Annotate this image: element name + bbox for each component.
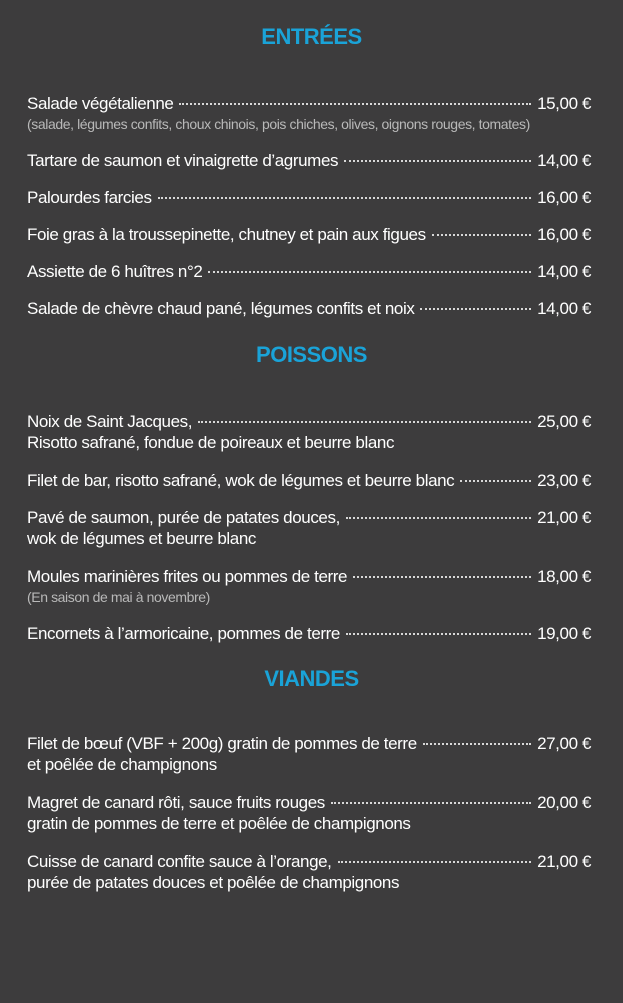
dot-leader bbox=[344, 160, 531, 162]
item-price: 18,00 € bbox=[537, 567, 591, 586]
item-price: 21,00 € bbox=[537, 508, 591, 527]
section-title-poissons: POISSONS bbox=[256, 342, 367, 367]
item-name: Foie gras à la troussepinette, chutney et pain aux figues bbox=[27, 225, 426, 244]
item-name: Salade de chèvre chaud pané, légumes confits et noix bbox=[27, 299, 415, 318]
menu-item bbox=[27, 734, 591, 776]
menu-item bbox=[27, 262, 591, 282]
item-note: (salade, légumes confits, choux chinois, pois chiches, olives, oignons rouges, tomates) bbox=[27, 116, 530, 132]
item-price: 14,00 € bbox=[537, 299, 591, 318]
item-description: et poêlée de champignons bbox=[27, 755, 217, 774]
menu-item bbox=[27, 852, 591, 894]
item-name: Salade végétalienne bbox=[27, 94, 174, 113]
item-name: Pavé de saumon, purée de patates douces, bbox=[27, 508, 340, 527]
menu-item bbox=[27, 567, 591, 607]
menu-item bbox=[27, 624, 591, 644]
item-price: 20,00 € bbox=[537, 793, 591, 812]
item-price: 15,00 € bbox=[537, 94, 591, 113]
menu-item bbox=[27, 793, 591, 835]
menu-item bbox=[27, 225, 591, 245]
dot-leader bbox=[331, 802, 531, 804]
item-price: 14,00 € bbox=[537, 262, 591, 281]
dot-leader bbox=[198, 421, 531, 423]
item-price: 19,00 € bbox=[537, 624, 591, 643]
dot-leader bbox=[423, 743, 531, 745]
item-name: Moules marinières frites ou pommes de terre bbox=[27, 567, 348, 586]
menu-item bbox=[27, 188, 591, 208]
section-viandes bbox=[0, 662, 623, 894]
dot-leader bbox=[346, 517, 531, 519]
menu-item bbox=[27, 94, 591, 134]
menu-item bbox=[27, 299, 591, 319]
item-name: Assiette de 6 huîtres n°2 bbox=[27, 262, 203, 281]
item-description: wok de légumes et beurre blanc bbox=[27, 529, 256, 548]
item-name: Noix de Saint Jacques, bbox=[27, 412, 193, 431]
dot-leader bbox=[346, 633, 531, 635]
item-price: 21,00 € bbox=[537, 852, 591, 871]
menu-item bbox=[27, 471, 591, 491]
item-note: (En saison de mai à novembre) bbox=[27, 589, 210, 605]
dot-leader bbox=[158, 197, 532, 199]
dot-leader bbox=[460, 480, 531, 482]
item-description: Risotto safrané, fondue de poireaux et beurre blanc bbox=[27, 433, 395, 452]
item-name: Cuisse de canard confite sauce à l’orange, bbox=[27, 852, 332, 871]
item-description: gratin de pommes de terre et poêlée de champignons bbox=[27, 814, 411, 833]
menu-item bbox=[27, 508, 591, 550]
item-name: Magret de canard rôti, sauce fruits rouges bbox=[27, 793, 325, 812]
item-description: purée de patates douces et poêlée de champignons bbox=[27, 873, 400, 892]
item-price: 23,00 € bbox=[537, 471, 591, 490]
dot-leader bbox=[353, 576, 531, 578]
section-entrees bbox=[0, 20, 623, 319]
section-poissons bbox=[0, 338, 623, 644]
item-name: Filet de bar, risotto safrané, wok de légumes et beurre blanc bbox=[27, 471, 455, 490]
item-name: Filet de bœuf (VBF + 200g) gratin de pommes de terre bbox=[27, 734, 417, 753]
item-price: 16,00 € bbox=[537, 225, 591, 244]
item-price: 16,00 € bbox=[537, 188, 591, 207]
section-title-entrees: ENTRÉES bbox=[261, 24, 362, 49]
dot-leader bbox=[208, 271, 531, 273]
item-price: 27,00 € bbox=[537, 734, 591, 753]
dot-leader bbox=[338, 861, 532, 863]
item-price: 25,00 € bbox=[537, 412, 591, 431]
item-name: Palourdes farcies bbox=[27, 188, 152, 207]
dot-leader bbox=[420, 308, 531, 310]
section-title-viandes: VIANDES bbox=[264, 666, 359, 691]
item-name: Tartare de saumon et vinaigrette d’agrumes bbox=[27, 151, 339, 170]
item-name: Encornets à l’armoricaine, pommes de terre bbox=[27, 624, 340, 643]
menu-item bbox=[27, 412, 591, 454]
item-price: 14,00 € bbox=[537, 151, 591, 170]
menu-item bbox=[27, 151, 591, 171]
dot-leader bbox=[432, 234, 531, 236]
dot-leader bbox=[179, 103, 531, 105]
